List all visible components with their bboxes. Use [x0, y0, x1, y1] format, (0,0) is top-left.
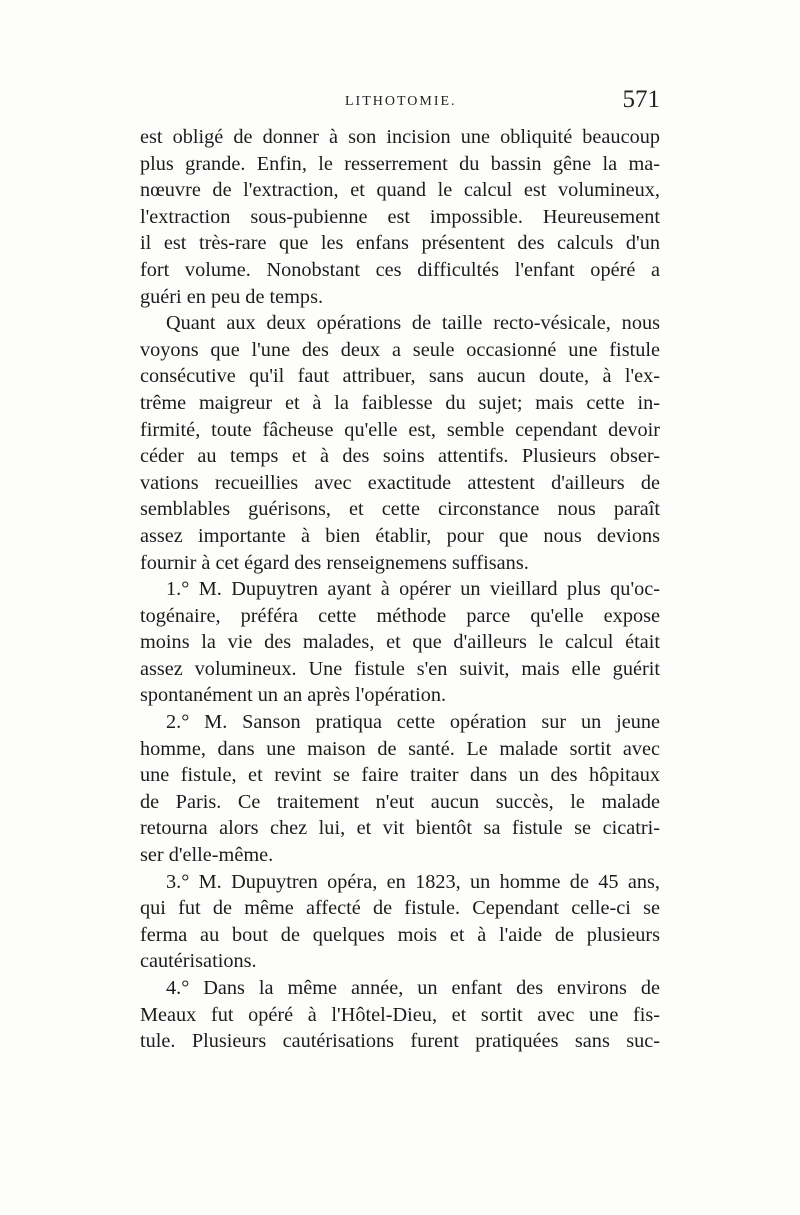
paragraph — [140, 310, 660, 576]
text-line: spontanément un an après l'opération. — [140, 684, 447, 707]
body-text — [140, 124, 660, 1055]
text-line: ser d'elle-même. — [140, 844, 274, 867]
text-line: moins la vie des malades, et que d'ailleurs le calcul était — [140, 631, 660, 654]
text-line: qui fut de même affecté de fistule. Cependant celle-ci se — [140, 897, 660, 920]
text-line: togénaire, préféra cette méthode parce qu'elle expose — [140, 604, 660, 627]
paragraph — [140, 975, 660, 1055]
text-line: 4.° Dans la même année, un enfant des environs de — [166, 977, 660, 999]
running-title: LITHOTOMIE. — [345, 94, 457, 109]
text-line: assez volumineux. Une fistule s'en suivit, mais elle guérit — [140, 657, 660, 680]
text-line: firmité, toute fâcheuse qu'elle est, semble cependant devoir — [140, 418, 660, 441]
text-line: 3.° M. Dupuytren opéra, en 1823, un homme de 45 ans, — [166, 870, 660, 893]
paragraph — [140, 709, 660, 869]
text-line: l'extraction sous-pubienne est impossible. Heureusement — [140, 205, 660, 228]
paragraph — [140, 576, 660, 709]
text-line: ferma au bout de quelques mois et à l'aide de plusieurs — [140, 923, 660, 946]
text-line: il est très-rare que les enfans présentent des calculs d'un — [140, 232, 660, 255]
text-line: nœuvre de l'extraction, et quand le calcul est volumineux, — [140, 179, 660, 202]
running-head — [140, 86, 660, 122]
text-line: trême maigreur et à la faiblesse du sujet; mais cette in- — [140, 391, 660, 414]
text-line: 2.° M. Sanson pratiqua cette opération sur un jeune — [166, 711, 660, 734]
text-line: céder au temps et à des soins attentifs. Plusieurs obser- — [140, 445, 660, 468]
text-line: semblables guérisons, et cette circonstance nous paraît — [140, 498, 660, 521]
text-line: est obligé de donner à son incision une obliquité beaucoup — [140, 126, 660, 148]
text-line: cautérisations. — [140, 950, 257, 973]
paragraph — [140, 869, 660, 975]
text-line: une fistule, et revint se faire traiter dans un des hôpitaux — [140, 764, 660, 787]
text-line: homme, dans une maison de santé. Le malade sortit avec — [140, 737, 660, 760]
text-line: fort volume. Nonobstant ces difficultés l'enfant opéré a — [140, 258, 660, 281]
text-line: 1.° M. Dupuytren ayant à opérer un vieillard plus qu'oc- — [166, 578, 660, 601]
page-number: 571 — [622, 86, 660, 113]
text-line: retourna alors chez lui, et vit bientôt sa fistule se cicatri- — [140, 817, 660, 840]
text-line: voyons que l'une des deux a seule occasionné une fistule — [140, 338, 660, 361]
text-line: assez importante à bien établir, pour que nous devions — [140, 524, 660, 547]
text-line: vations recueillies avec exactitude attestent d'ailleurs de — [140, 471, 660, 494]
text-line: Meaux fut opéré à l'Hôtel-Dieu, et sortit avec une fis- — [140, 1003, 660, 1026]
text-line: plus grande. Enfin, le resserrement du bassin gêne la ma- — [140, 152, 660, 175]
text-line: de Paris. Ce traitement n'eut aucun succès, le malade — [140, 790, 660, 813]
text-line: fournir à cet égard des renseignemens suffisans. — [140, 551, 529, 574]
text-line: consécutive qu'il faut attribuer, sans aucun doute, à l'ex- — [140, 365, 660, 388]
text-line: guéri en peu de temps. — [140, 285, 324, 308]
text-line: Quant aux deux opérations de taille recto-vésicale, nous — [166, 312, 660, 335]
text-line: tule. Plusieurs cautérisations furent pratiquées sans suc- — [140, 1030, 660, 1053]
paragraph — [140, 124, 660, 310]
